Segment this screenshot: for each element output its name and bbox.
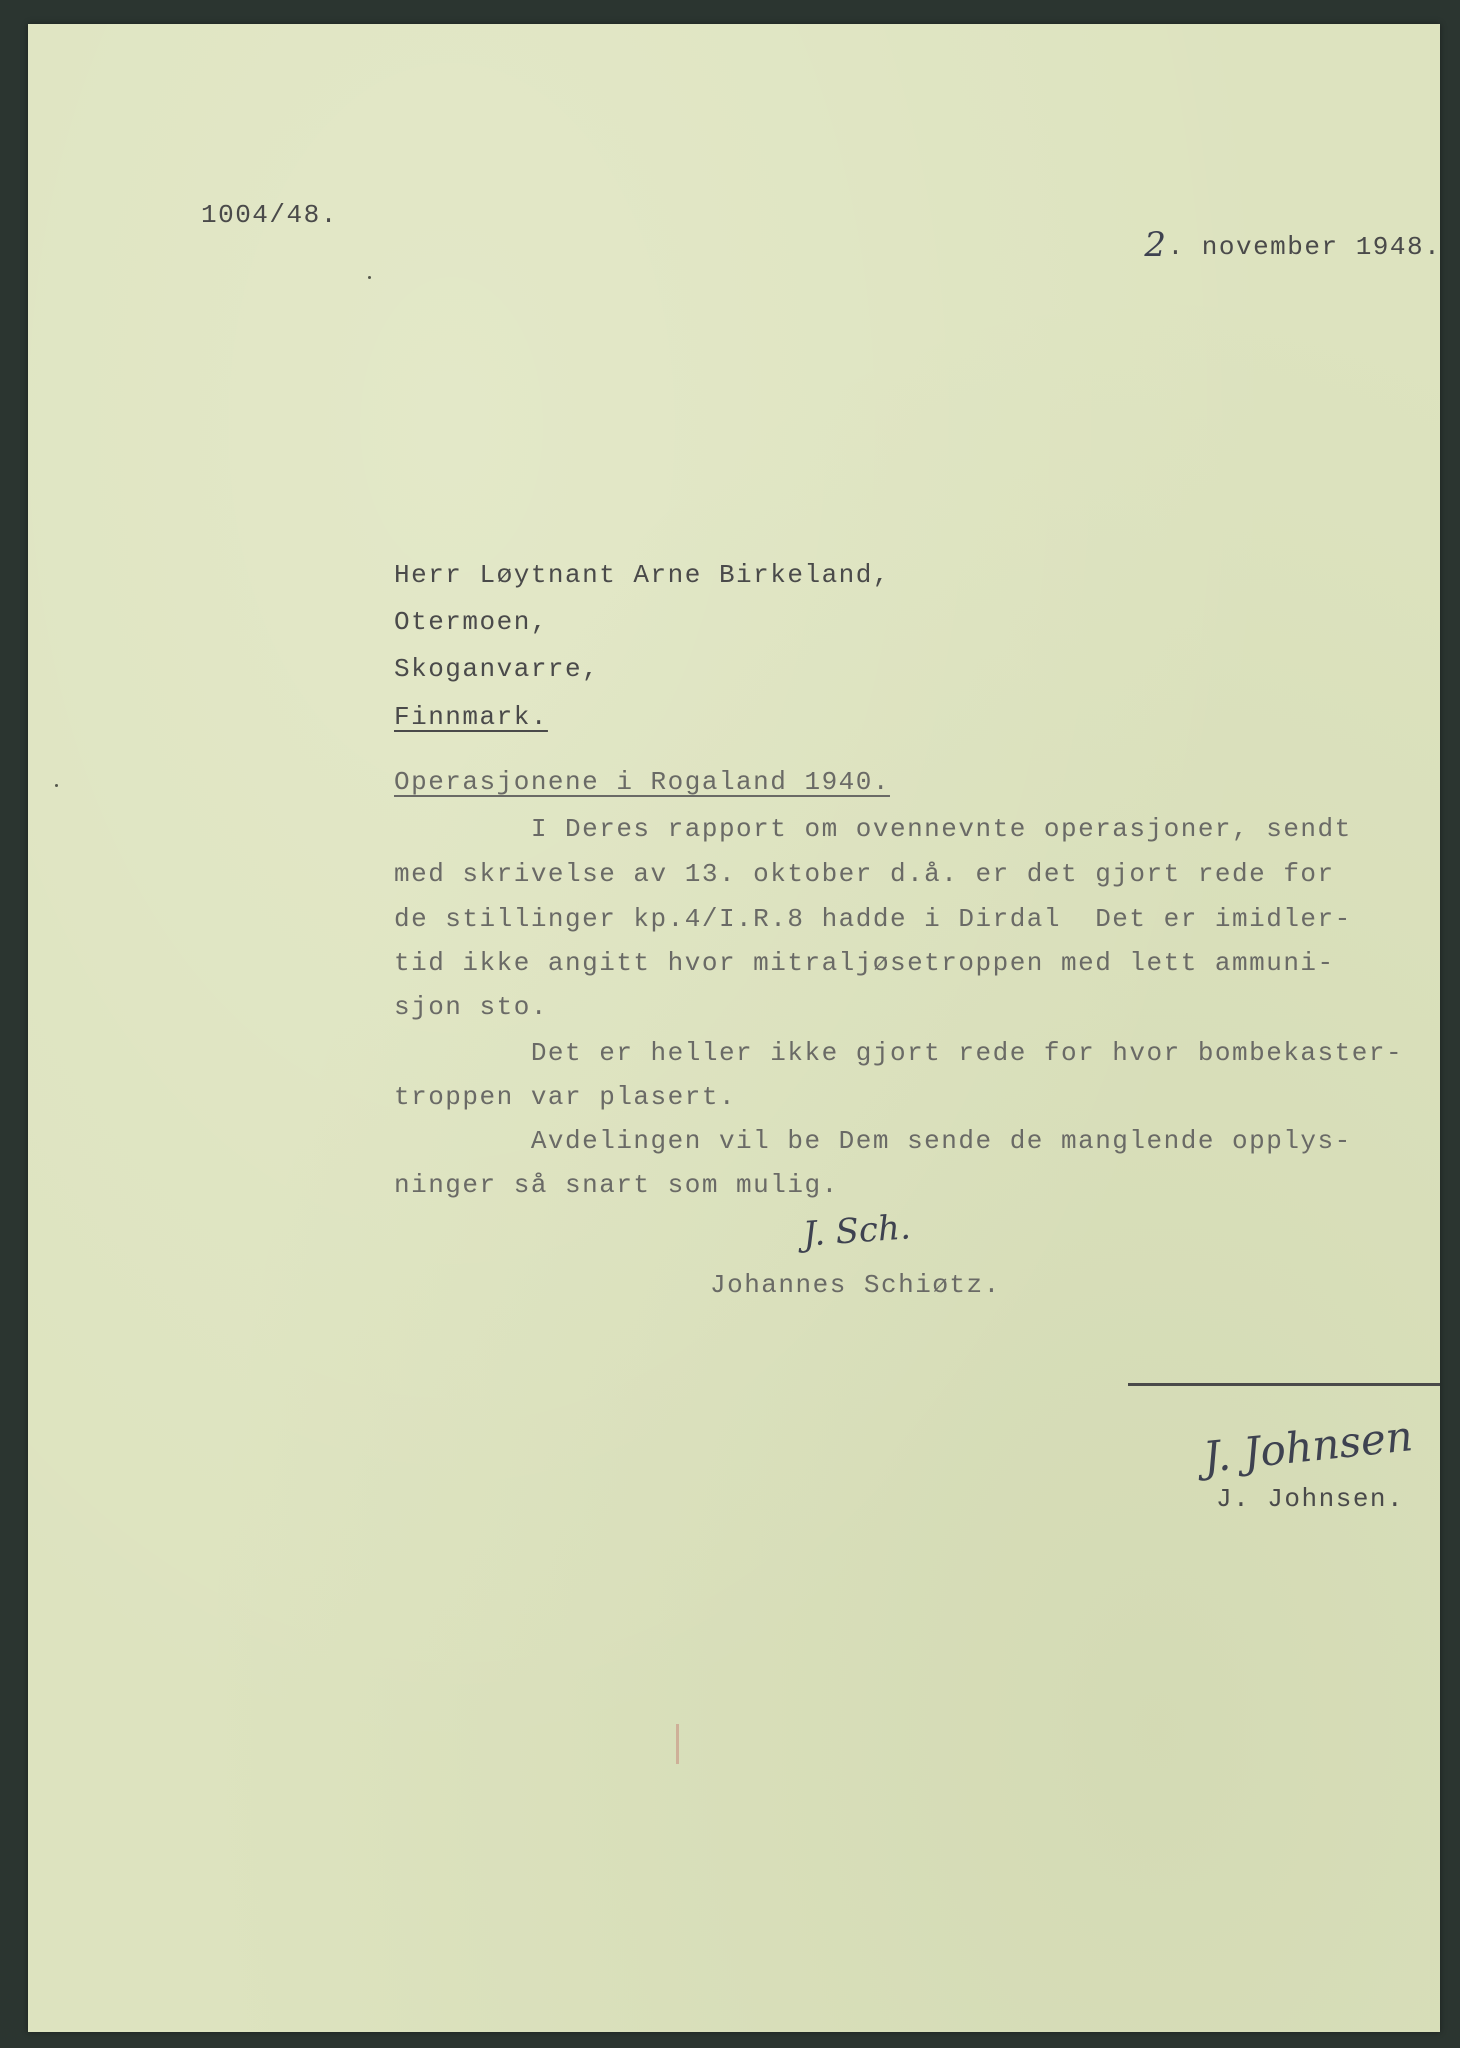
paper-speck — [55, 784, 58, 787]
body-line: sjon sto. — [394, 992, 548, 1022]
signature-rule — [1128, 1383, 1440, 1386]
body-line: Avdelingen vil be Dem sende de manglende opplys- — [394, 1126, 1352, 1156]
handwritten-initials: J. Sch. — [801, 1207, 912, 1255]
letter-page — [28, 24, 1440, 2032]
recipient-line: Skoganvarre, — [394, 654, 600, 684]
signatory-name: Johannes Schiøtz. — [710, 1270, 1001, 1300]
body-line: ninger så snart som mulig. — [394, 1170, 839, 1200]
body-line: tid ikke angitt hvor mitraljøsetroppen med lett ammuni- — [394, 948, 1335, 978]
reference-number: 1004/48. — [201, 200, 338, 230]
date-day-handwritten: 2 — [1144, 225, 1168, 265]
recipient-line: Otermoen, — [394, 607, 548, 637]
subject-line: Operasjonene i Rogaland 1940. — [394, 767, 890, 797]
paper-speck — [368, 276, 371, 279]
body-line: de stillinger kp.4/I.R.8 hadde i Dirdal Det er imidler- — [394, 904, 1352, 934]
paper-mark — [676, 1724, 679, 1764]
body-line: troppen var plasert. — [394, 1082, 737, 1112]
recipient-line-underlined: Finnmark. — [394, 702, 548, 732]
body-line: I Deres rapport om ovennevnte operasjoner, sendt — [394, 814, 1352, 844]
countersign-name: J. Johnsen. — [1216, 1484, 1405, 1514]
handwritten-countersignature: J. Johnsen — [1200, 1411, 1415, 1482]
date-month-year: . november 1948. — [1167, 232, 1442, 262]
body-line: med skrivelse av 13. oktober d.å. er det gjort rede for — [394, 859, 1335, 889]
letter-date — [1076, 200, 1441, 286]
body-line: Det er heller ikke gjort rede for hvor bombekaster- — [394, 1038, 1404, 1068]
recipient-line: Herr Løytnant Arne Birkeland, — [394, 560, 890, 590]
